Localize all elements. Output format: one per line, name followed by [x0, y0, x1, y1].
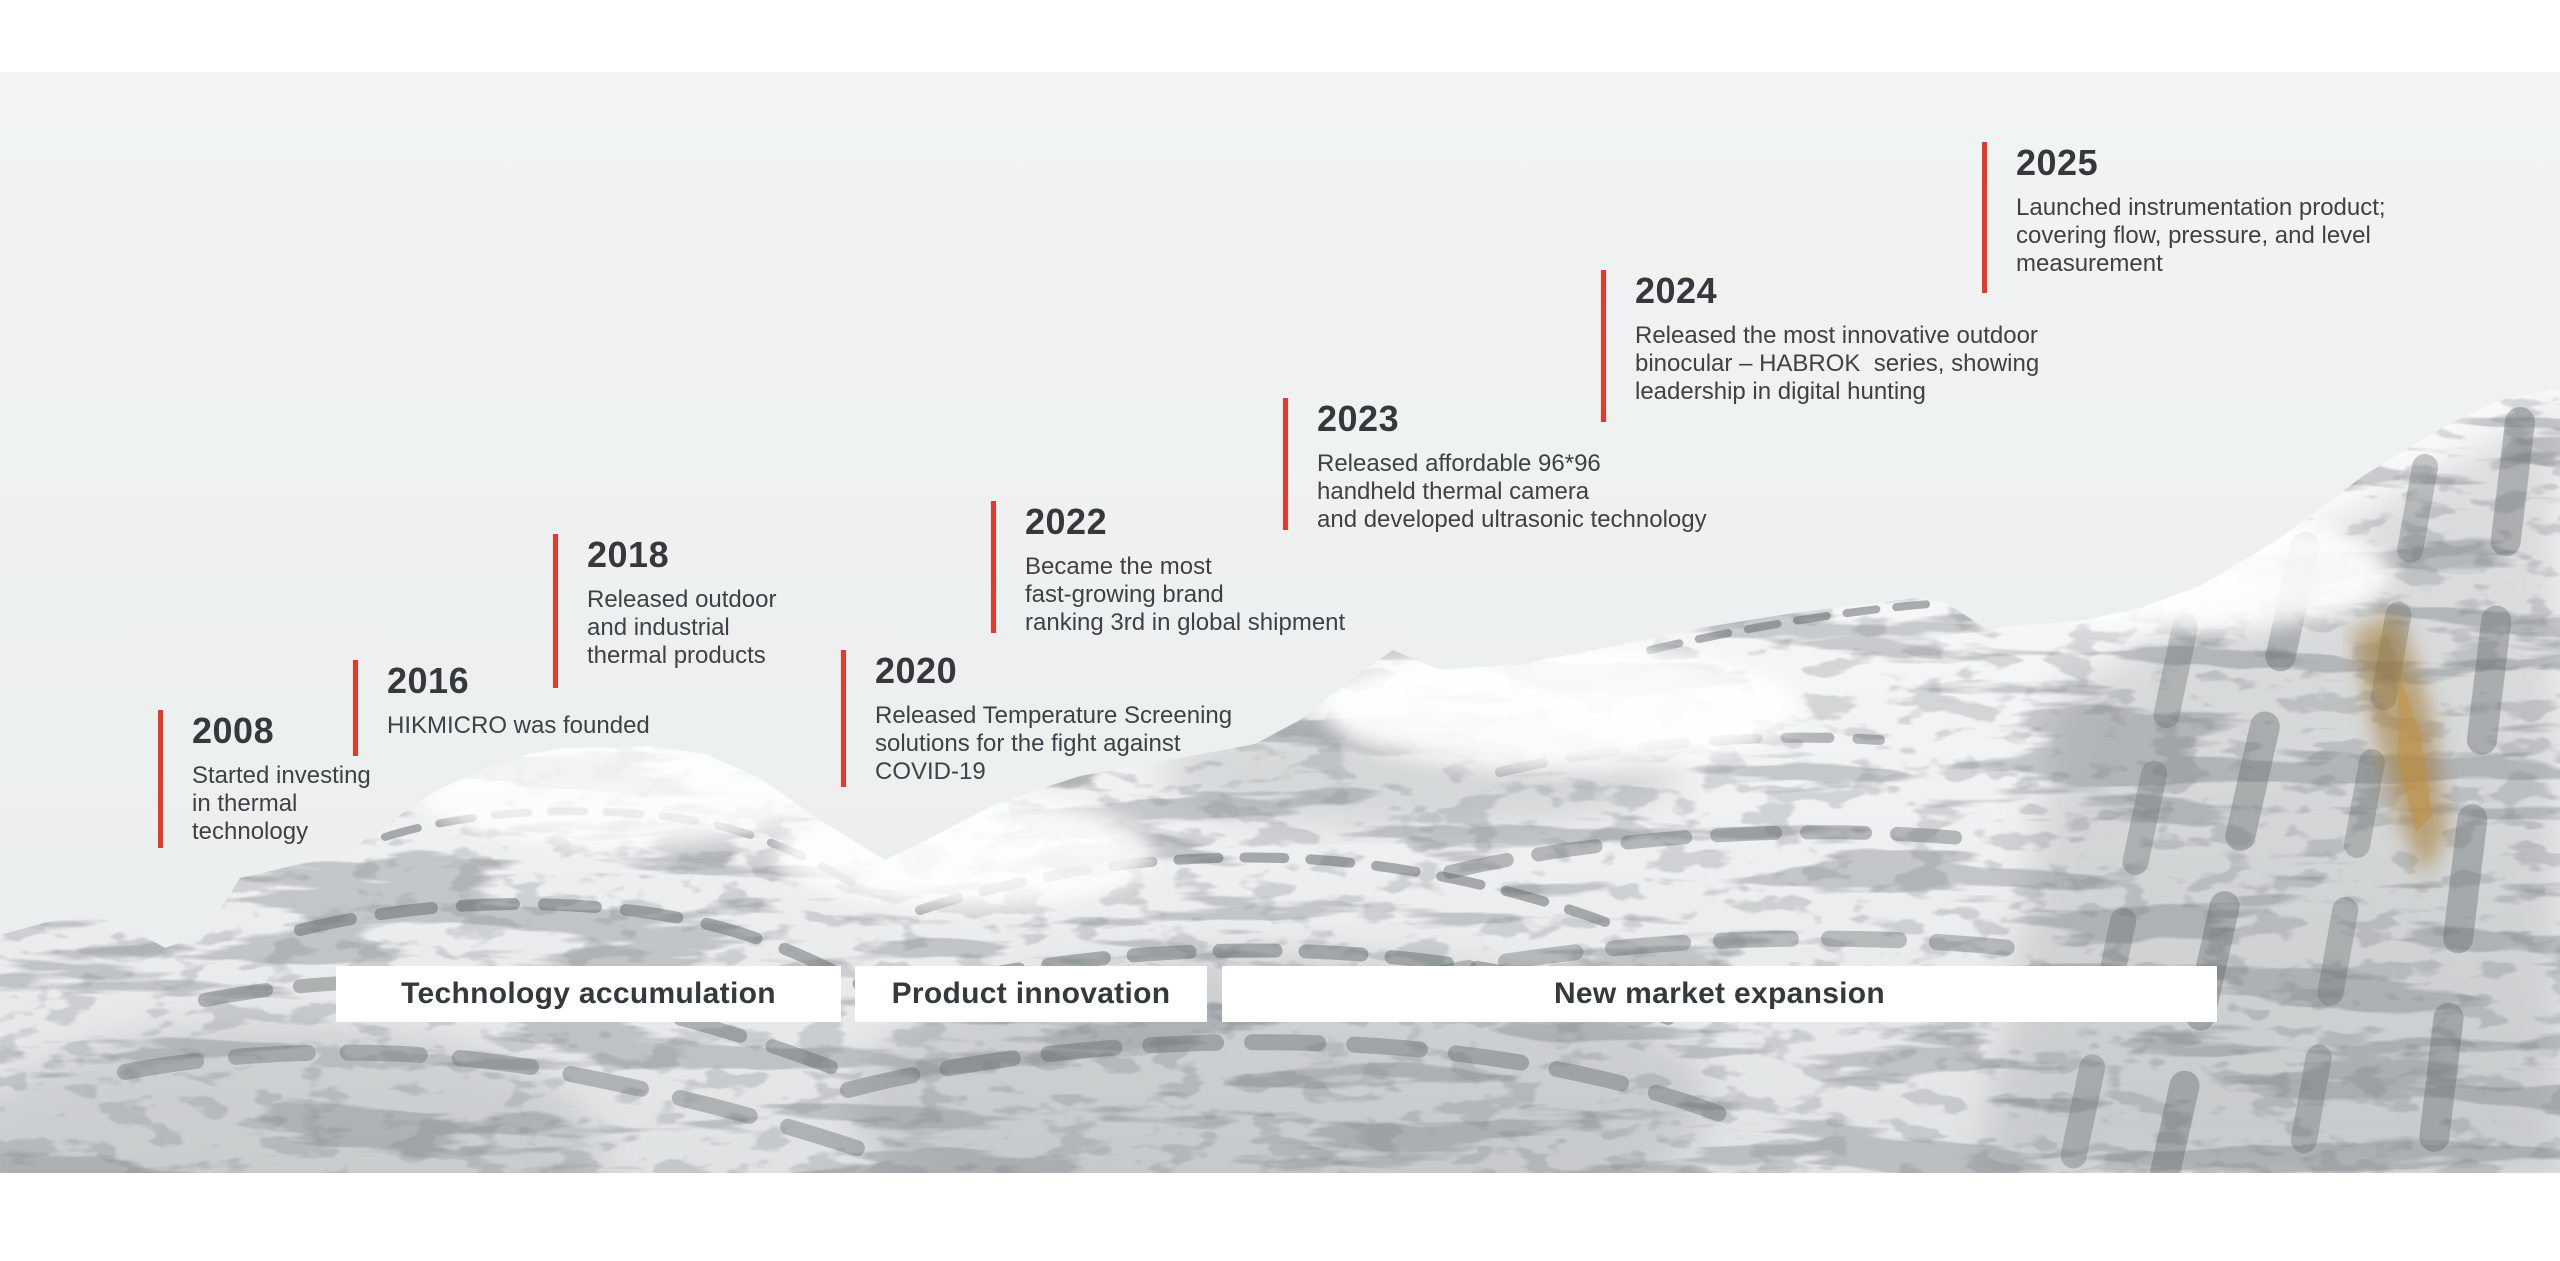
description-line: Released affordable 96*96 [1317, 450, 1601, 478]
description-line: technology [192, 818, 309, 846]
description-line: and industrial [587, 614, 730, 642]
milestone-description [1635, 322, 2039, 406]
description-line: HIKMICRO was founded [387, 712, 650, 740]
milestone-description [387, 712, 650, 740]
description-line: leadership in digital hunting [1635, 378, 1926, 406]
milestone-year: 2016 [387, 660, 470, 701]
milestone-2024 [1601, 270, 2039, 422]
timeline-tick [1283, 398, 1288, 530]
milestone-description [875, 702, 1232, 786]
description-line: Released Temperature Screening [875, 702, 1233, 730]
description-line: and developed ultrasonic technology [1317, 506, 1707, 534]
phase-technology-accumulation [336, 966, 841, 1022]
phase-label: Technology accumulation [401, 977, 776, 1010]
description-line: Launched instrumentation product; [2016, 194, 2386, 222]
phase-label: New market expansion [1553, 977, 1886, 1010]
timeline-tick [158, 710, 163, 848]
milestone-year: 2008 [192, 710, 275, 751]
description-line: COVID-19 [875, 758, 986, 786]
milestone-description [2016, 194, 2386, 278]
description-line: measurement [2016, 250, 2163, 278]
description-line: in thermal [192, 790, 298, 818]
milestone-year: 2020 [875, 650, 958, 691]
milestone-2008 [158, 710, 371, 848]
milestone-description [1025, 553, 1345, 637]
phase-new-market-expansion [1222, 966, 2217, 1022]
description-line: handheld thermal camera [1317, 478, 1590, 506]
timeline-tick [353, 660, 358, 756]
phase-label: Product innovation [891, 977, 1171, 1010]
description-line: binocular – HABROK series, showing [1635, 350, 2040, 378]
description-line: Started investing [192, 762, 371, 790]
timeline-tick [1601, 270, 1606, 422]
milestone-2018 [553, 534, 776, 688]
description-line: thermal products [587, 642, 766, 670]
milestone-year: 2018 [587, 534, 670, 575]
description-line: Released outdoor [587, 586, 777, 614]
milestone-year: 2024 [1635, 270, 1718, 311]
milestone-year: 2023 [1317, 398, 1400, 439]
milestone-description [1317, 450, 1707, 534]
milestone-description [192, 762, 371, 846]
milestone-2020 [841, 650, 1232, 787]
description-line: solutions for the fight against [875, 730, 1181, 758]
timeline-tick [841, 650, 846, 787]
description-line: Released the most innovative outdoor [1635, 322, 2038, 350]
timeline-tick [1982, 142, 1987, 293]
milestone-description [587, 586, 776, 670]
milestone-2025 [1982, 142, 2386, 293]
phase-product-innovation [855, 966, 1207, 1022]
description-line: Became the most [1025, 553, 1212, 581]
milestone-year: 2022 [1025, 501, 1108, 542]
milestone-year: 2025 [2016, 142, 2099, 183]
description-line: covering flow, pressure, and level [2016, 222, 2371, 250]
timeline-tick [553, 534, 558, 688]
description-line: fast-growing brand [1025, 581, 1224, 609]
timeline-tick [991, 501, 996, 633]
description-line: ranking 3rd in global shipment [1025, 609, 1346, 637]
